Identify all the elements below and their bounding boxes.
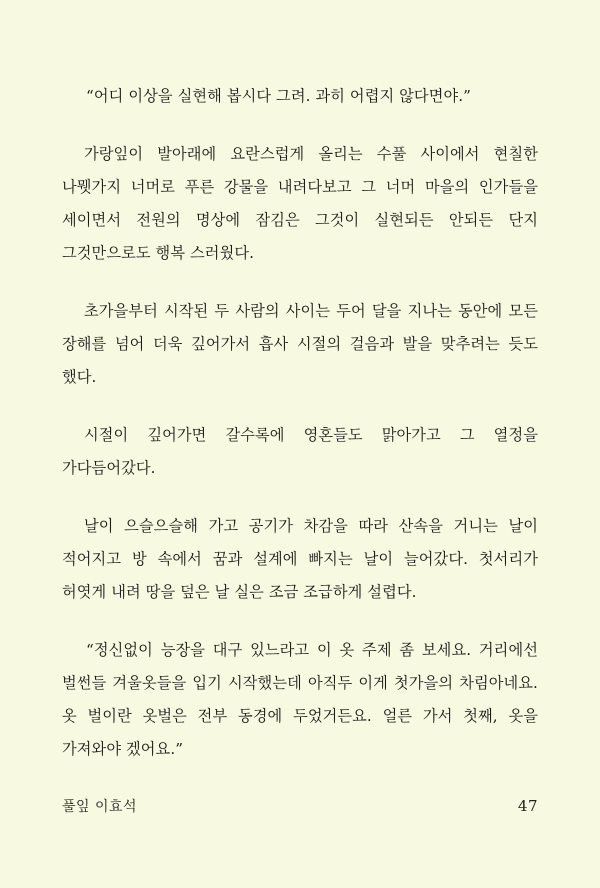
paragraph-dialogue-1: “어디 이상을 실현해 봅시다 그려. 과히 어렵지 않다면야.” — [86, 87, 472, 105]
paragraph-3: 초가을부터 시작된 두 사람의 사이는 두어 달을 지나는 동안에 모든 장해를 넘어 더욱 깊어가서 흡사 시절의 걸음과 발을 맞추려는 듯도 했다. — [62, 301, 538, 386]
paragraph-2: 가랑잎이 발아래에 요란스럽게 올리는 수풀 사이에서 현칠한 나뭿가지 너머로 푸른 강물을 내려다보고 그 너머 마을의 인가들을 세이면서 전원의 명상에 잠김은 그것이 실현되든 안되든 단지 그것만으로도 행복 스러웠다. — [62, 144, 538, 262]
footer-book-title: 풀잎 이효석 — [62, 799, 138, 815]
page-body — [62, 80, 538, 766]
page-number: 47 — [517, 797, 538, 815]
paragraph-5: 날이 으슬으슬해 가고 공기가 차감을 따라 산속을 거니는 날이 적어지고 방 속에서 꿈과 설계에 빠지는 날이 늘어갔다. 첫서리가 허엿게 내려 땅을 덮은 날 실은 조금 조급하게 설렵다. — [62, 516, 538, 601]
page-footer — [62, 796, 538, 816]
paragraph-4: 시절이 깊어가면 갈수록에 영혼들도 맑아가고 그 열정을 가다듬어갔다. — [62, 425, 538, 477]
paragraph-dialogue-2: “정신없이 능장을 대구 있느라고 이 옷 주제 좀 보세요. 거리에선 벌썬들 겨울옷들을 입기 시작했는데 아직두 이게 첫가을의 차림아네요. 옷 벌이란 옷벌은 전부 동경에 두었거든요. 얼른 가서 첫째, 옷을 가져와야 겠어요.” — [62, 640, 538, 758]
